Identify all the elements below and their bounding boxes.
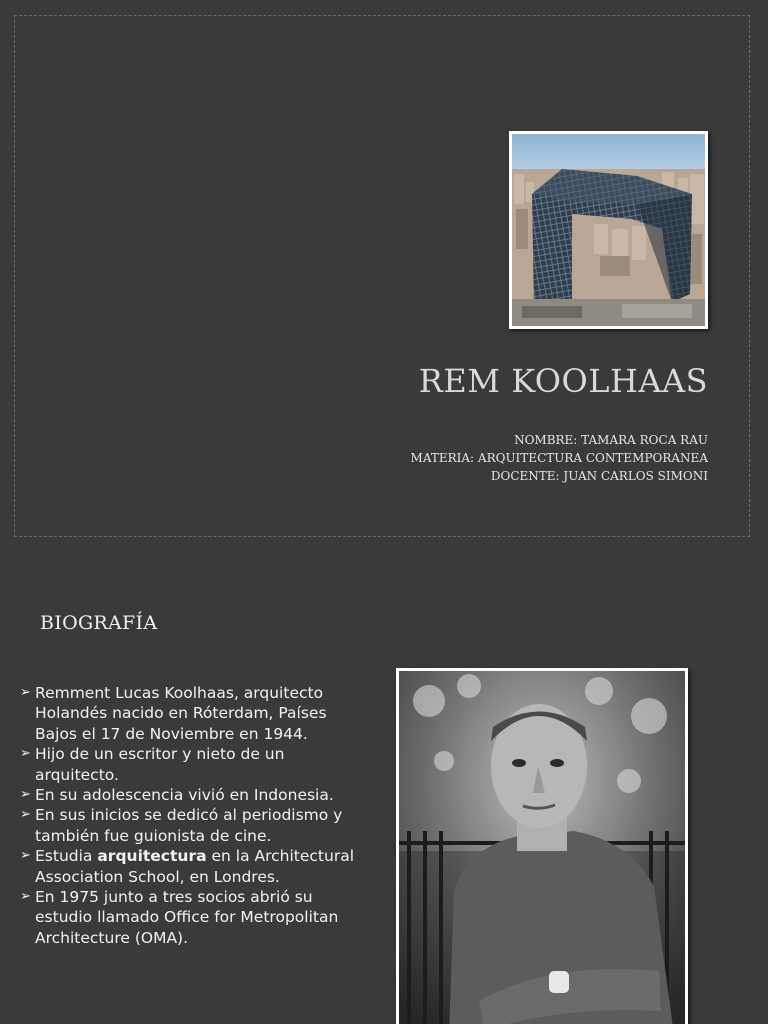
arrow-bullet-icon: ➢	[20, 848, 31, 864]
arrow-bullet-icon: ➢	[20, 685, 31, 700]
list-item: ➢ En su adolescencia vivió en Indonesia.	[20, 786, 334, 805]
list-item: ➢ Hijo de un escritor y nieto de un arquitecto.	[20, 745, 285, 784]
biography-heading: BIOGRAFÍA	[40, 612, 158, 634]
list-item: ➢ Remment Lucas Koolhaas, arquitecto Holandés nacido en Róterdam, Países Bajos el 17 de Noviembre en 1944.	[20, 684, 327, 743]
cctv-building-photo	[509, 131, 708, 329]
credit-subject: MATERIA: ARQUITECTURA CONTEMPORANEA	[410, 451, 708, 465]
arrow-bullet-icon: ➢	[20, 889, 31, 905]
list-item: ➢ En 1975 junto a tres socios abrió su estudio llamado Office for Metropolitan Architecture (OMA).	[20, 888, 339, 947]
bold-word: arquitectura	[97, 847, 207, 866]
credits-block	[411, 431, 708, 485]
presentation-title: REM KOOLHAAS	[418, 362, 708, 400]
biography-list	[20, 683, 365, 948]
list-item: ➢ Estudia arquitectura en la Architectural Association School, en Londres.	[20, 847, 355, 886]
arrow-bullet-icon: ➢	[20, 746, 31, 762]
portrait-image	[399, 671, 685, 1024]
cctv-building-image	[512, 134, 705, 326]
list-item: ➢ En sus inicios se dedicó al periodismo y también fue guionista de cine.	[20, 806, 343, 845]
arrow-bullet-icon: ➢	[20, 807, 31, 823]
credit-name: NOMBRE: TAMARA ROCA RAU	[514, 433, 708, 447]
koolhaas-portrait-photo	[396, 668, 688, 1024]
arrow-bullet-icon: ➢	[20, 787, 31, 803]
credit-teacher: DOCENTE: JUAN CARLOS SIMONI	[490, 469, 708, 483]
